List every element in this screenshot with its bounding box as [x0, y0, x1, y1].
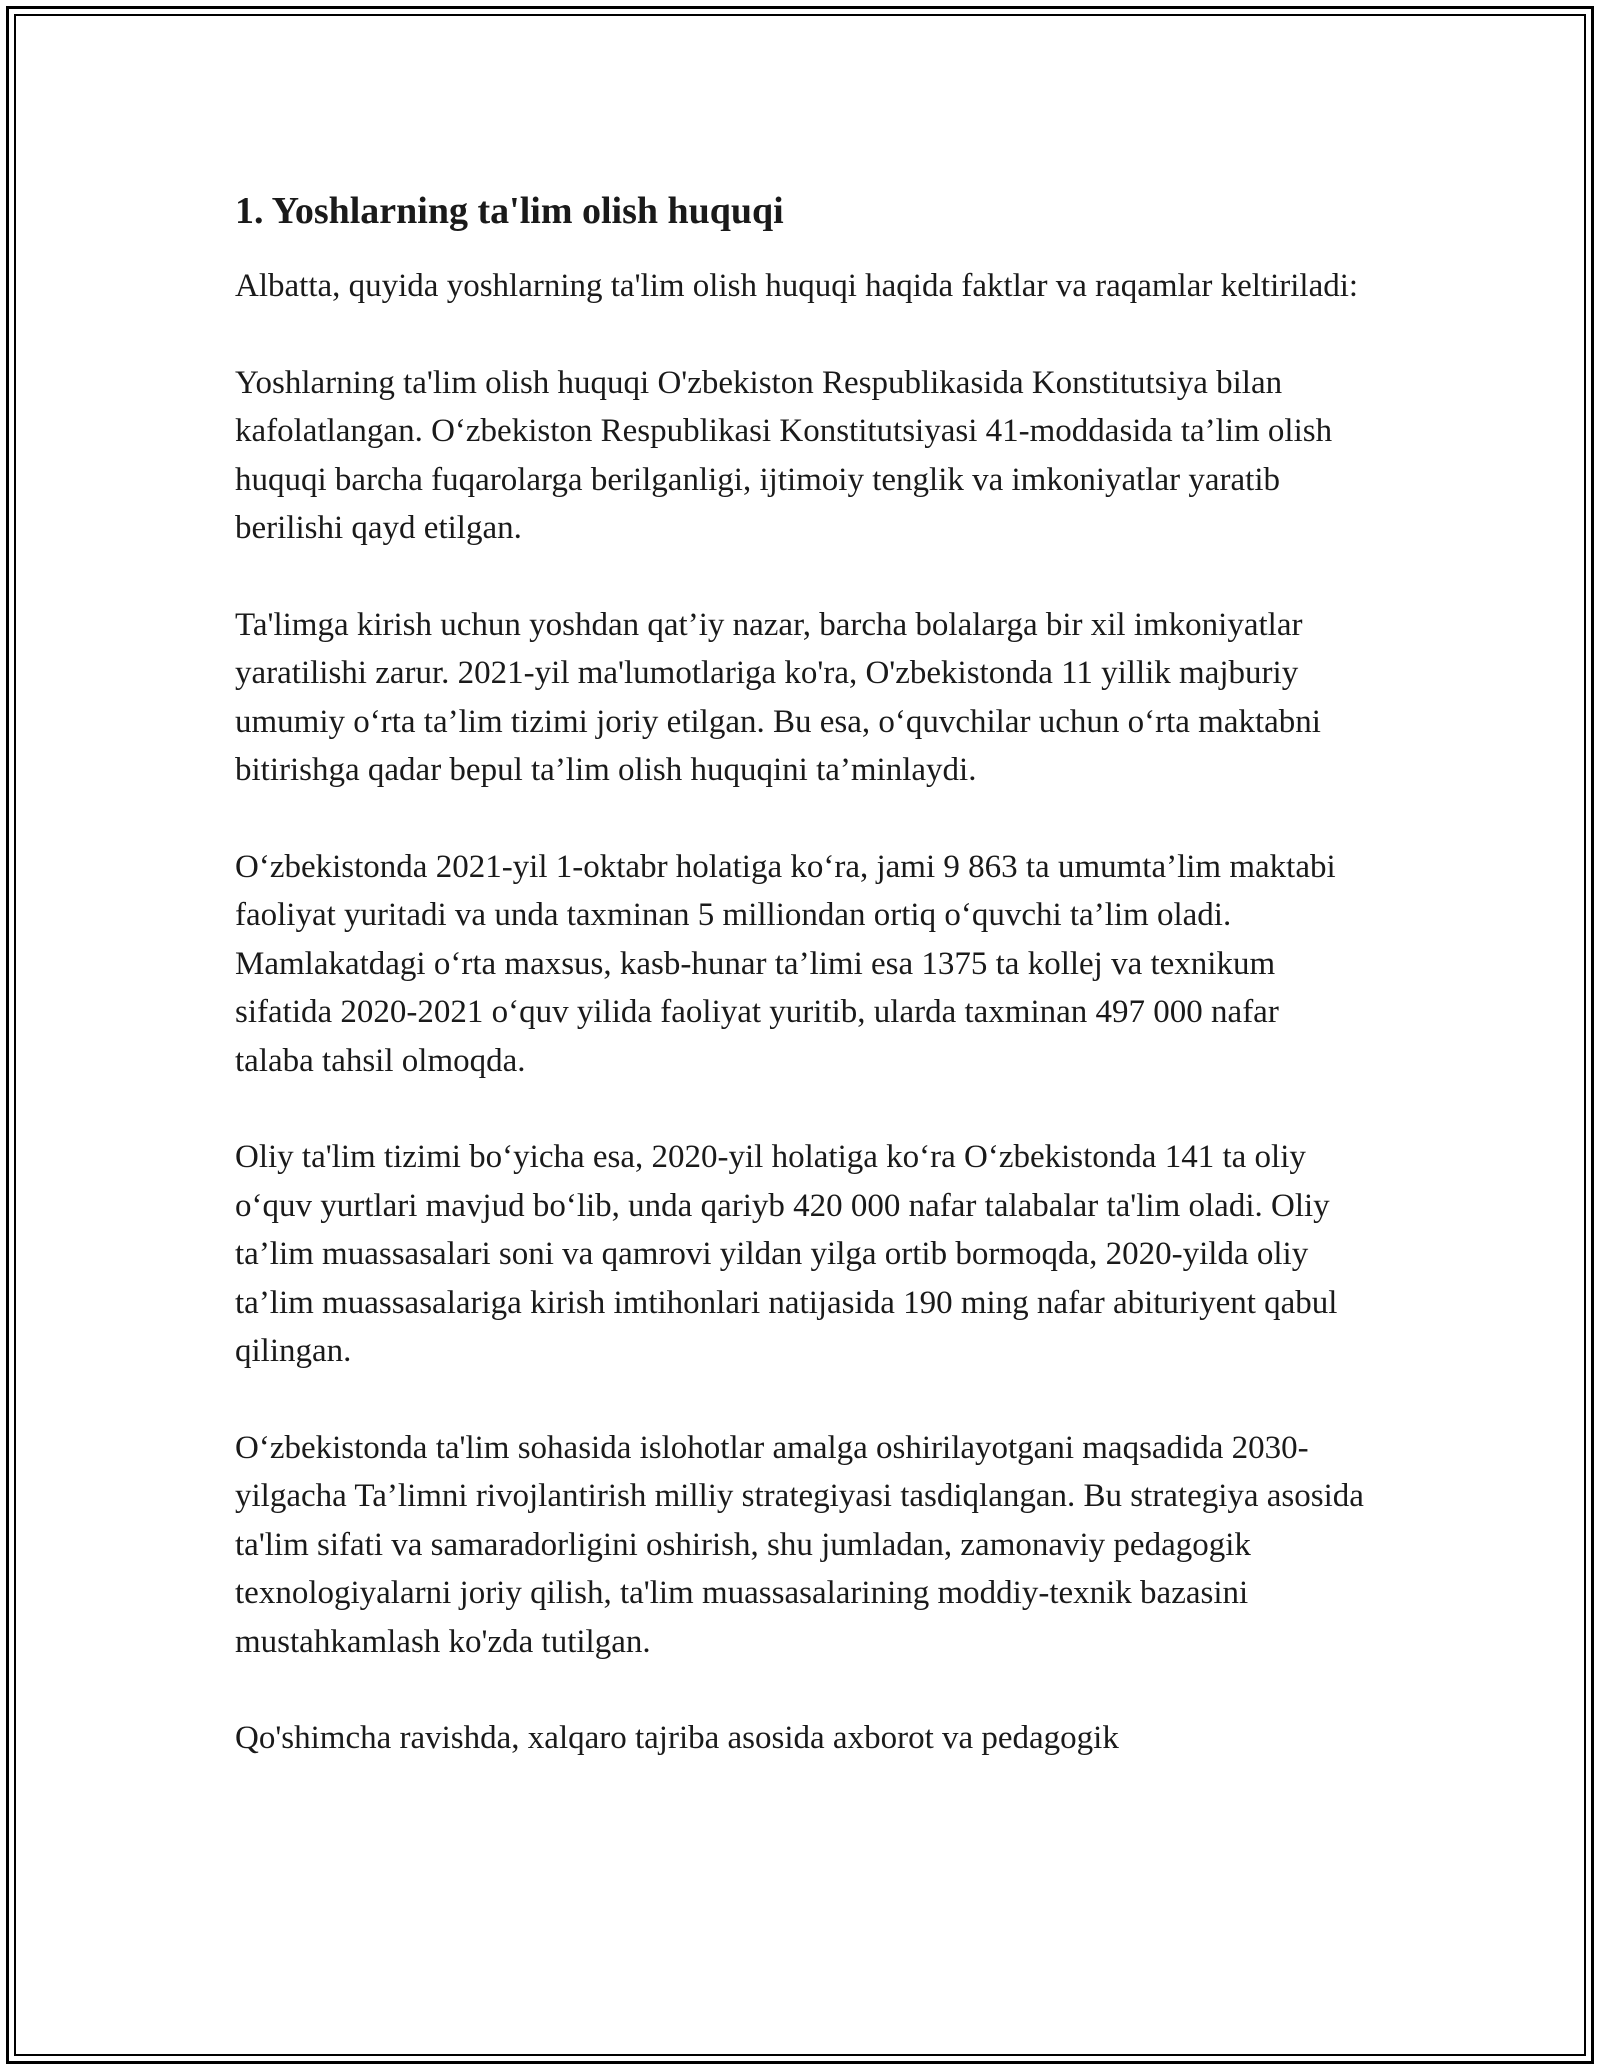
section-heading: 1. Yoshlarning ta'lim olish huquqi — [235, 190, 784, 232]
paragraph-higher-education: Oliy ta'lim tizimi bo‘yicha esa, 2020-yil holatiga ko‘ra O‘zbekistonda 141 ta oliy o‘quv yurtlari mavjud bo‘lib, unda qariyb 420 000 nafar talabalar ta'lim oladi. Oliy ta’lim muassasalari soni va qamrovi yildan yilga ortib bormoqda, 2020-yilda oliy ta’lim muassasalariga kirish imtihonlari natijasida 190 ming nafar abituriyent qabul qilingan. — [235, 1139, 1338, 1369]
document-body — [235, 186, 1365, 1811]
paragraph-reform-strategy: O‘zbekistonda ta'lim sohasida islohotlar amalga oshirilayotgani maqsadida 2030-yilgacha Ta’limni rivojlantirish milliy strategiyasi tasdiqlangan. Bu strategiya asosida ta'lim sifati va samaradorligini oshirish, shu jumladan, zamonaviy pedagogik texnologiyalarni joriy qilish, ta'lim muassasalarining moddiy-texnik bazasini mustahkamlash ko'zda tutilgan. — [235, 1429, 1364, 1660]
paragraph-school-statistics: O‘zbekistonda 2021-yil 1-oktabr holatiga ko‘ra, jami 9 863 ta umumta’lim maktabi faoliyat yuritadi va unda taxminan 5 milliondan ortiq o‘quvchi ta’lim oladi. Mamlakatdagi o‘rta maxsus, kasb-hunar ta’limi esa 1375 ta kollej va texnikum sifatida 2020-2021 o‘quv yilida faoliyat yuritib, ularda taxminan 497 000 nafar talaba tahsil olmoqda. — [235, 848, 1336, 1079]
paragraph-intro: Albatta, quyida yoshlarning ta'lim olish huquqi haqida faktlar va raqamlar keltiriladi: — [235, 268, 1359, 304]
paragraph-constitution: Yoshlarning ta'lim olish huquqi O'zbekiston Respublikasida Konstitutsiya bilan kafolatlangan. O‘zbekiston Respublikasi Konstitutsiyasi 41-moddasida ta’lim olish huquqi barcha fuqarolarga berilganligi, ijtimoiy tenglik va imkoniyatlar yaratib berilishi qayd etilgan. — [235, 364, 1333, 546]
paragraph-compulsory-education: Ta'limga kirish uchun yoshdan qat’iy nazar, barcha bolalarga bir xil imkoniyatlar yaratilishi zarur. 2021-yil ma'lumotlariga ko'ra, O'zbekistonda 11 yillik majburiy umumiy o‘rta ta’lim tizimi joriy etilgan. Bu esa, o‘quvchilar uchun o‘rta maktabni bitirishga qadar bepul ta’lim olish huquqini ta’minlaydi. — [235, 606, 1321, 788]
paragraph-additional: Qo'shimcha ravishda, xalqaro tajriba asosida axborot va pedagogik — [235, 1720, 1119, 1756]
